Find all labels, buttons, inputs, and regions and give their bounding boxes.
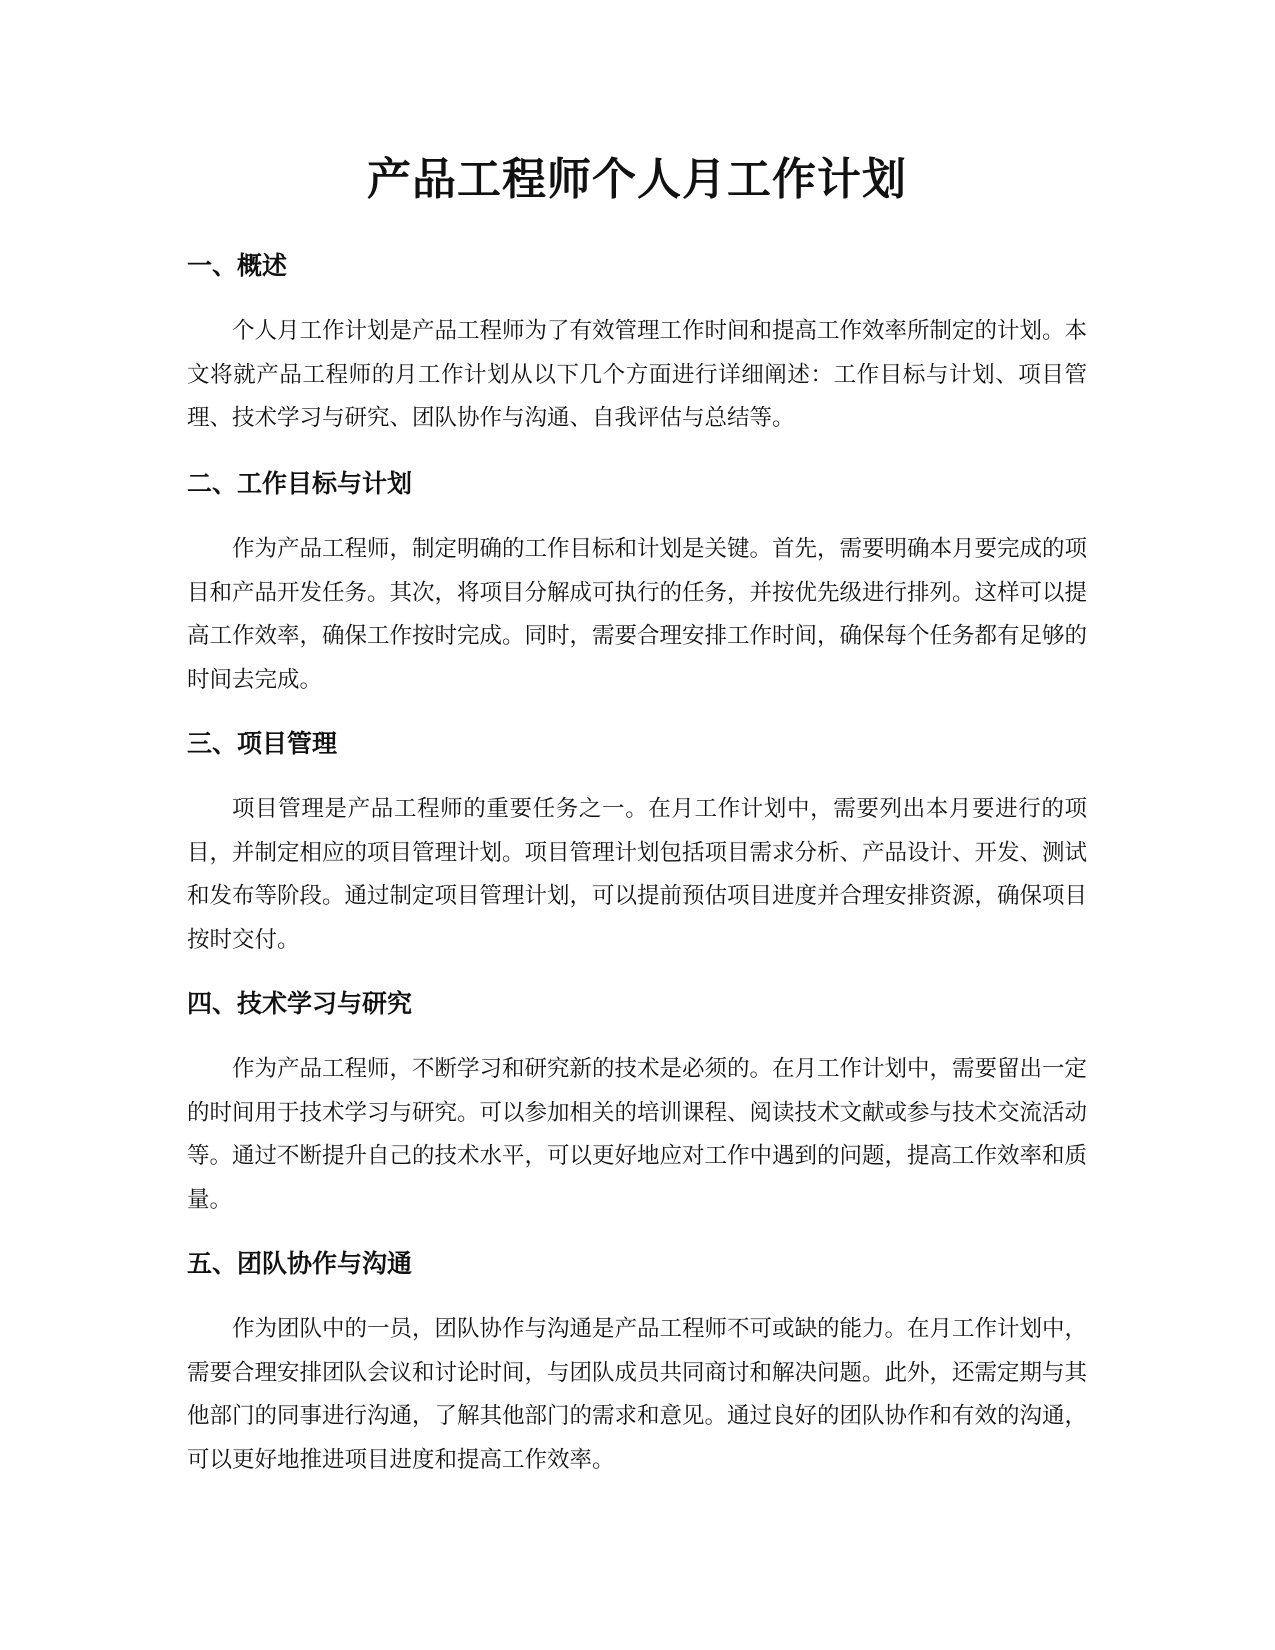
- section-heading: 一、概述: [187, 251, 288, 280]
- section-paragraph: 作为产品工程师，制定明确的工作目标和计划是关键。首先，需要明确本月要完成的项目和产品开发任务。其次，将项目分解成可执行的任务，并按优先级进行排列。这样可以提高工作效率，确保工作按时完成。同时，需要合理安排工作时间，确保每个任务都有足够的时间去完成。: [187, 536, 1088, 693]
- section-heading: 四、技术学习与研究: [187, 989, 413, 1018]
- section-project-management: [187, 726, 1087, 962]
- section-paragraph: 作为产品工程师，不断学习和研究新的技术是必须的。在月工作计划中，需要留出一定的时间用于技术学习与研究。可以参加相关的培训课程、阅读技术文献或参与技术交流活动等。通过不断提升自己的技术水平，可以更好地应对工作中遇到的问题，提高工作效率和质量。: [187, 1056, 1088, 1213]
- section-paragraph: 作为团队中的一员，团队协作与沟通是产品工程师不可或缺的能力。在月工作计划中，需要合理安排团队会议和讨论时间，与团队成员共同商讨和解决问题。此外，还需定期与其他部门的同事进行沟通，了解其他部门的需求和意见。通过良好的团队协作和有效的沟通，可以更好地推进项目进度和提高工作效率。: [187, 1316, 1088, 1473]
- document-title: 产品工程师个人月工作计划: [367, 154, 907, 205]
- section-goals-and-plan: [187, 466, 1087, 702]
- section-paragraph: 个人月工作计划是产品工程师为了有效管理工作时间和提高工作效率所制定的计划。本文将就产品工程师的月工作计划从以下几个方面进行详细阐述：工作目标与计划、项目管理、技术学习与研究、团队协作与沟通、自我评估与总结等。: [187, 318, 1088, 431]
- section-team-collaboration: [187, 1246, 1087, 1482]
- section-heading: 二、工作目标与计划: [187, 469, 413, 498]
- section-heading: 五、团队协作与沟通: [187, 1249, 413, 1278]
- section-paragraph: 项目管理是产品工程师的重要任务之一。在月工作计划中，需要列出本月要进行的项目，并制定相应的项目管理计划。项目管理计划包括项目需求分析、产品设计、开发、测试和发布等阶段。通过制定项目管理计划，可以提前预估项目进度并合理安排资源，确保项目按时交付。: [187, 796, 1088, 953]
- section-tech-learning: [187, 986, 1087, 1222]
- section-heading: 三、项目管理: [187, 729, 338, 758]
- section-overview: [187, 248, 1087, 441]
